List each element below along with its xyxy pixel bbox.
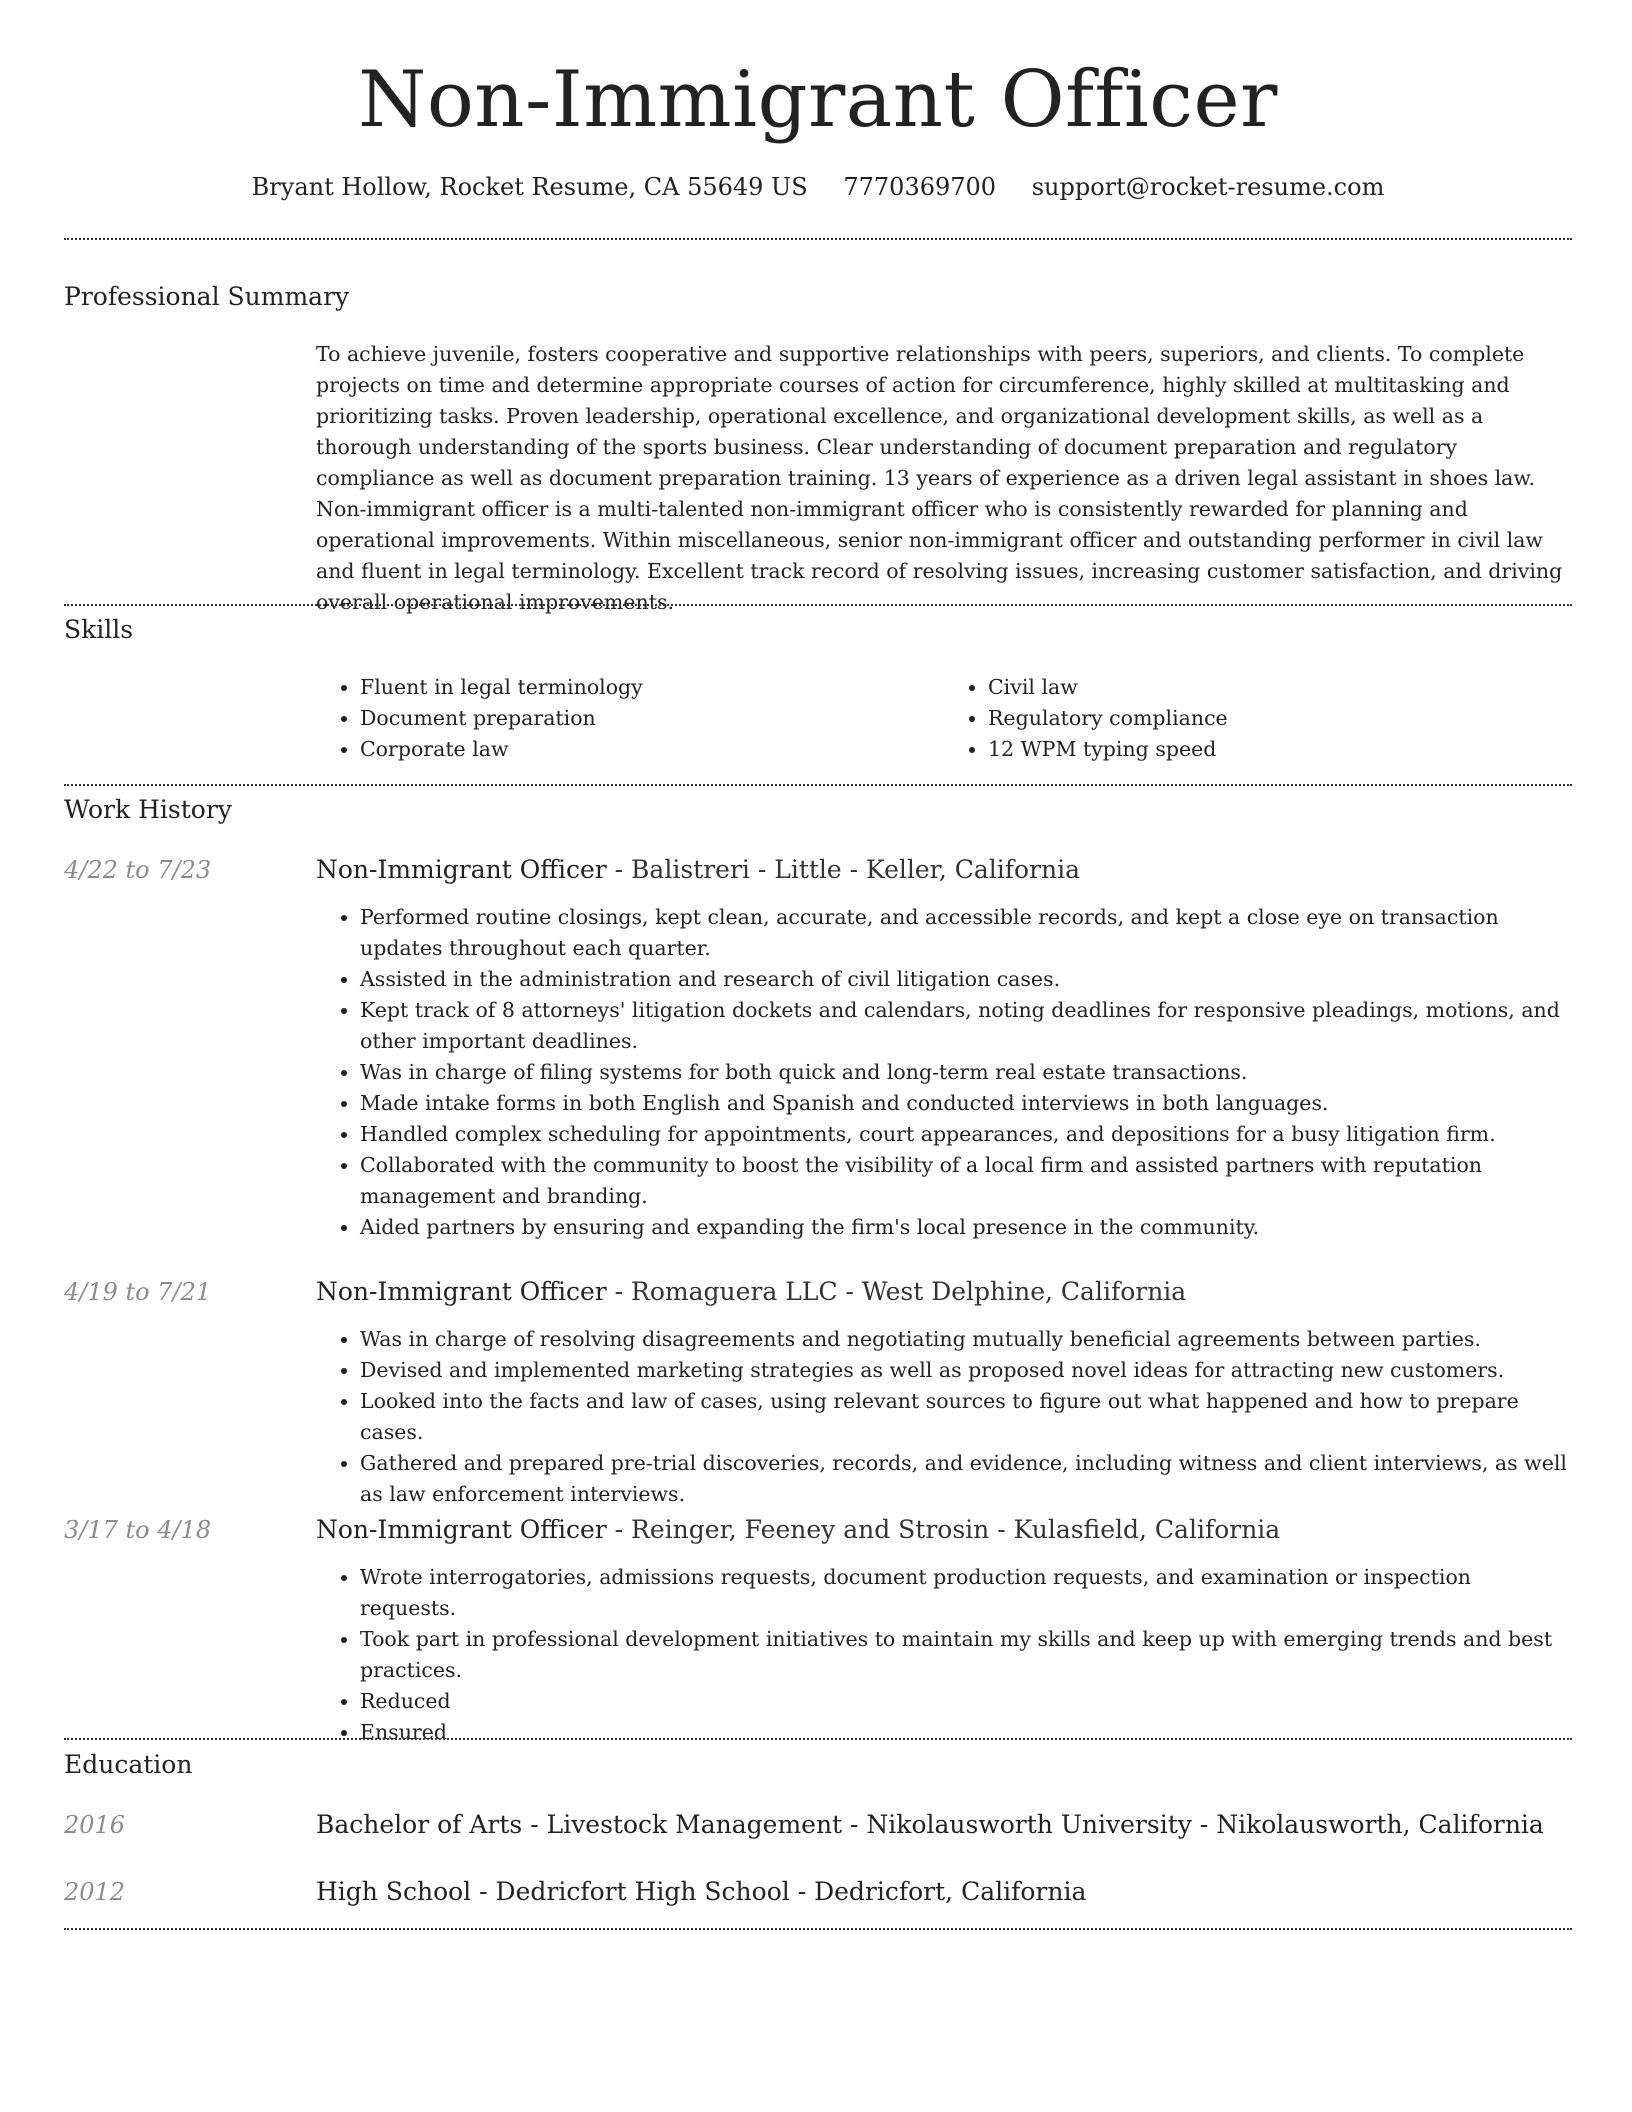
education-entry xyxy=(316,1875,1572,1909)
skills-list-right xyxy=(944,672,1572,765)
contact-email: support@rocket-resume.com xyxy=(1031,173,1385,201)
job-bullet: • Assisted in the administration and research of civil litigation cases. xyxy=(360,964,1572,995)
job-entry xyxy=(316,853,1572,1243)
job-bullet: • Collaborated with the community to boost the visibility of a local firm and assisted partners with reputation management and branding. xyxy=(360,1150,1572,1212)
skill-item: • Civil law xyxy=(988,672,1572,703)
summary-block xyxy=(316,339,1572,618)
job-title xyxy=(316,1513,1572,1547)
summary-text: To achieve juvenile, fosters cooperative and supportive relationships with peers, superiors, and clients. To complete projects on time and determine appropriate courses of action for circumference, highly skilled at multitasking and prioritizing tasks. Proven leadership, operational excellence, and organizational development skills, as well as a thorough understanding of the sports business. Clear understanding of document preparation and regulatory compliance as well as document preparation training. 13 years of experience as a driven legal assistant in shoes law. Non-immigrant officer is a multi-talented non-immigrant officer who is consistently rewarded for planning and operational improvements. Within miscellaneous, senior non-immigrant officer and outstanding performer in civil law and fluent in legal terminology. Excellent track record of resolving issues, increasing customer satisfaction, and driving overall operational improvements. xyxy=(316,342,1563,614)
education-degree: Bachelor of Arts - Livestock Management xyxy=(316,1810,843,1839)
job-bullets xyxy=(316,1562,1572,1748)
job-dates: 3/17 to 4/18 xyxy=(64,1516,212,1544)
job-bullets xyxy=(316,1324,1572,1510)
divider xyxy=(64,238,1572,240)
job-entry xyxy=(316,1275,1572,1510)
job-role: Non-Immigrant Officer xyxy=(316,855,607,884)
job-bullets xyxy=(316,902,1572,1243)
skill-item: • Corporate law xyxy=(360,734,944,765)
contact-phone: 7770369700 xyxy=(843,173,997,201)
skill-item: • Document preparation xyxy=(360,703,944,734)
section-title-summary: Professional Summary xyxy=(64,282,350,311)
contact-line xyxy=(64,170,1572,204)
skill-item: • 12 WPM typing speed xyxy=(988,734,1572,765)
job-bullet: • Wrote interrogatories, admissions requests, document production requests, and examination or inspection requests. xyxy=(360,1562,1572,1624)
skill-item: • Regulatory compliance xyxy=(988,703,1572,734)
skills-block xyxy=(316,672,1572,765)
job-bullet: • Made intake forms in both English and Spanish and conducted interviews in both languages. xyxy=(360,1088,1572,1119)
job-bullet: • Gathered and prepared pre-trial discoveries, records, and evidence, including witness and client interviews, as well as law enforcement interviews. xyxy=(360,1448,1572,1510)
education-year: 2012 xyxy=(64,1878,126,1906)
divider xyxy=(64,1738,1572,1740)
divider xyxy=(64,604,1572,606)
job-bullet: • Looked into the facts and law of cases, using relevant sources to figure out what happened and how to prepare cases. xyxy=(360,1386,1572,1448)
divider xyxy=(64,1928,1572,1930)
education-meta: - Nikolausworth University - Nikolausworth, California xyxy=(842,1810,1544,1839)
education-degree: High School xyxy=(316,1877,472,1906)
education-year: 2016 xyxy=(64,1811,126,1839)
job-bullet: • Was in charge of filing systems for both quick and long-term real estate transactions. xyxy=(360,1057,1572,1088)
skill-item: • Fluent in legal terminology xyxy=(360,672,944,703)
job-bullet: • Took part in professional development initiatives to maintain my skills and keep up with emerging trends and best practices. xyxy=(360,1624,1572,1686)
job-bullet: • Was in charge of resolving disagreements and negotiating mutually beneficial agreements between parties. xyxy=(360,1324,1572,1355)
job-bullet: • Ensured xyxy=(360,1717,1572,1748)
job-dates: 4/22 to 7/23 xyxy=(64,856,212,884)
education-line xyxy=(316,1875,1572,1909)
resume-title: Non-Immigrant Officer xyxy=(358,55,1278,145)
job-role: Non-Immigrant Officer xyxy=(316,1277,607,1306)
job-role: Non-Immigrant Officer xyxy=(316,1515,607,1544)
divider xyxy=(64,784,1572,786)
education-line xyxy=(316,1808,1572,1842)
job-title xyxy=(316,853,1572,887)
job-bullet: • Reduced xyxy=(360,1686,1572,1717)
job-title xyxy=(316,1275,1572,1309)
job-bullet: • Aided partners by ensuring and expanding the firm's local presence in the community. xyxy=(360,1212,1572,1243)
job-dates: 4/19 to 7/21 xyxy=(64,1278,212,1306)
skills-list-left xyxy=(316,672,944,765)
section-title-education: Education xyxy=(64,1750,193,1779)
job-bullet: • Devised and implemented marketing strategies as well as proposed novel ideas for attracting new customers. xyxy=(360,1355,1572,1386)
education-meta: - Dedricfort High School - Dedricfort, California xyxy=(471,1877,1087,1906)
job-entry xyxy=(316,1513,1572,1748)
section-title-work: Work History xyxy=(64,795,232,824)
job-meta: - Reinger, Feeney and Strosin - Kulasfield, California xyxy=(606,1515,1281,1544)
job-meta: - Balistreri - Little - Keller, California xyxy=(606,855,1081,884)
job-meta: - Romaguera LLC - West Delphine, California xyxy=(606,1277,1187,1306)
job-bullet: • Performed routine closings, kept clean, accurate, and accessible records, and kept a close eye on transaction updates throughout each quarter. xyxy=(360,902,1572,964)
section-title-skills: Skills xyxy=(64,615,134,644)
contact-address: Bryant Hollow, Rocket Resume, CA 55649 US xyxy=(251,173,808,201)
education-entry xyxy=(316,1808,1572,1842)
job-bullet: • Handled complex scheduling for appointments, court appearances, and depositions for a busy litigation firm. xyxy=(360,1119,1572,1150)
job-bullet: • Kept track of 8 attorneys' litigation dockets and calendars, noting deadlines for responsive pleadings, motions, and other important deadlines. xyxy=(360,995,1572,1057)
